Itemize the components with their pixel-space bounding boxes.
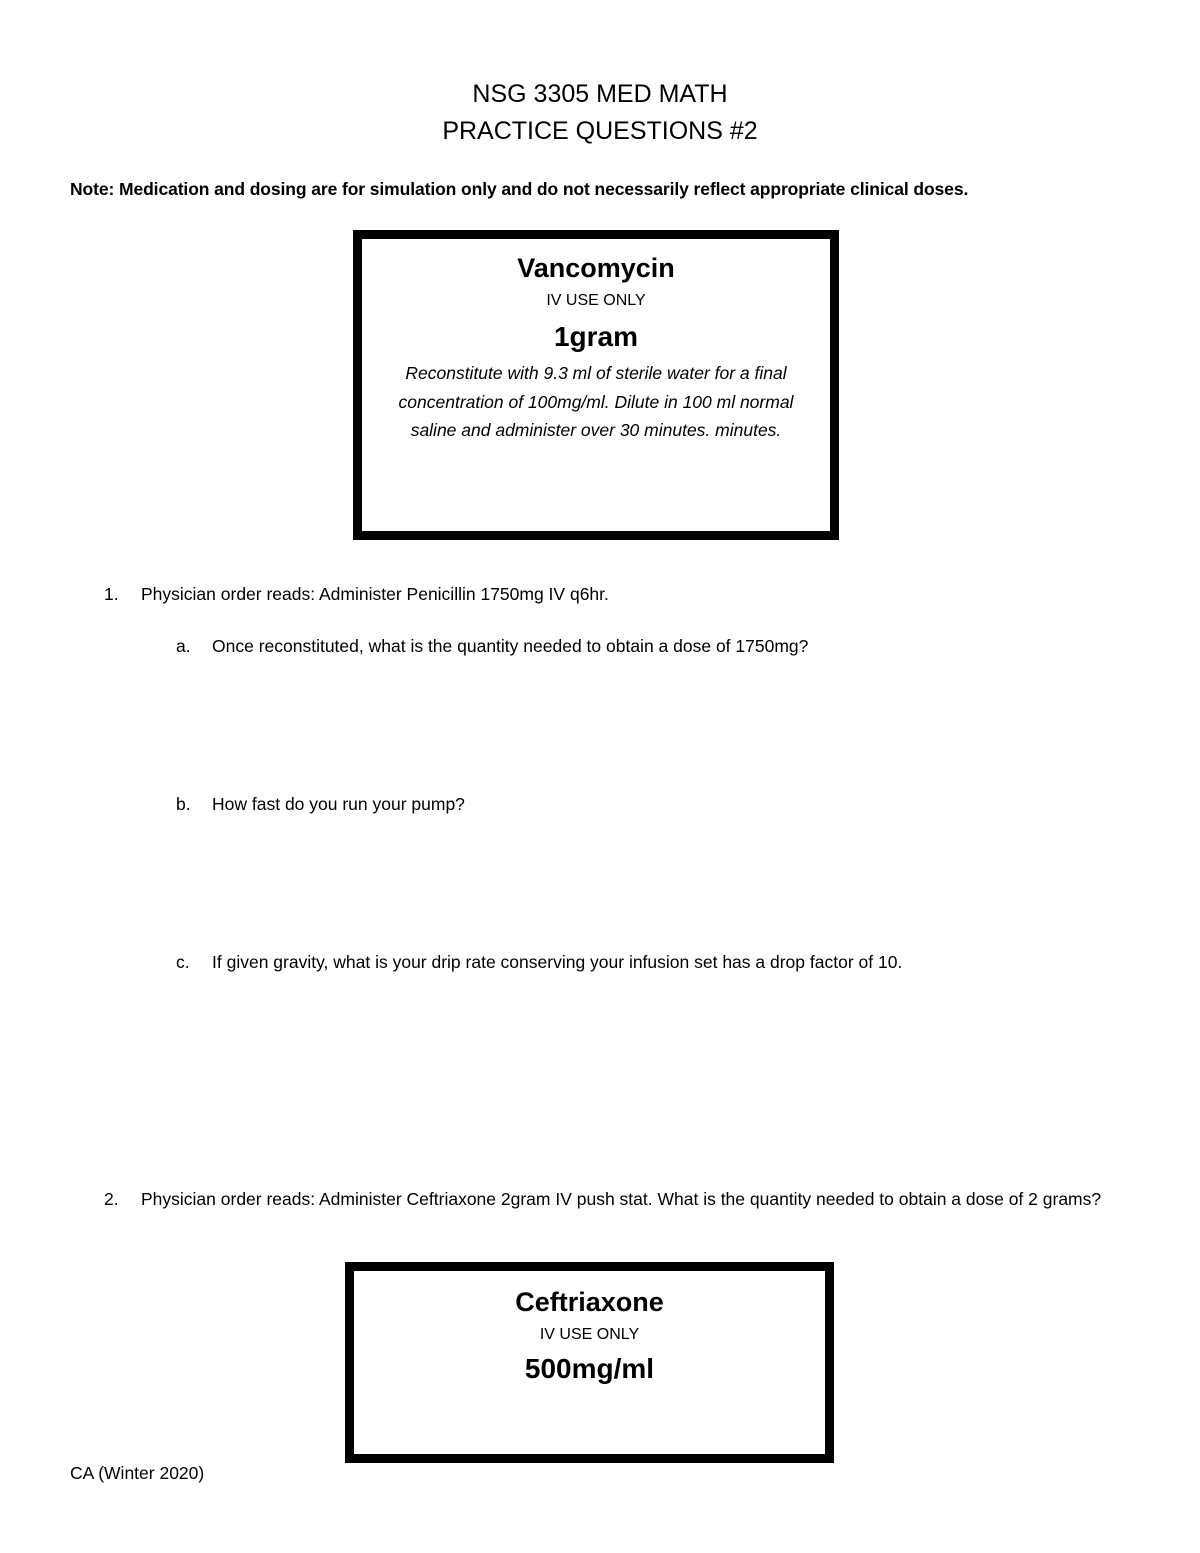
vancomycin-route: IV USE ONLY — [546, 292, 646, 309]
question-1b-letter: b. — [176, 794, 191, 814]
question-1-text: Physician order reads: Administer Penicillin 1750mg IV q6hr. — [141, 584, 609, 604]
document-title: NSG 3305 MED MATH — [472, 80, 728, 108]
question-1a-text: Once reconstituted, what is the quantity needed to obtain a dose of 1750mg? — [212, 636, 809, 656]
document-footer: CA (Winter 2020) — [70, 1463, 205, 1483]
question-1c-text: If given gravity, what is your drip rate conserving your infusion set has a drop factor of 10. — [212, 952, 903, 972]
question-1a-letter: a. — [176, 636, 191, 656]
vancomycin-strength: 1gram — [553, 321, 639, 352]
question-1-number: 1. — [104, 584, 119, 604]
question-1b-text: How fast do you run your pump? — [212, 794, 465, 814]
vancomycin-drug-name: Vancomycin — [517, 253, 675, 283]
ceftriaxone-drug-label — [345, 1262, 834, 1463]
question-1c-letter: c. — [176, 952, 190, 972]
ceftriaxone-drug-name: Ceftriaxone — [515, 1287, 664, 1317]
vancomycin-instructions: Reconstitute with 9.3 ml of sterile water for a final concentration of 100mg/ml. Dilute in 100 ml normal saline and administer over 30 minutes. minutes. — [398, 363, 794, 440]
vancomycin-drug-label — [353, 230, 839, 540]
document-subtitle: PRACTICE QUESTIONS #2 — [442, 117, 758, 145]
question-2-text: Physician order reads: Administer Ceftriaxone 2gram IV push stat. What is the quantity needed to obtain a dose of 2 grams? — [141, 1189, 1102, 1209]
question-2-number: 2. — [104, 1189, 119, 1209]
disclaimer-note: Note: Medication and dosing are for simulation only and do not necessarily reflect appropriate clinical doses. — [70, 179, 969, 199]
ceftriaxone-strength: 500mg/ml — [524, 1353, 655, 1384]
ceftriaxone-route: IV USE ONLY — [539, 1326, 640, 1343]
